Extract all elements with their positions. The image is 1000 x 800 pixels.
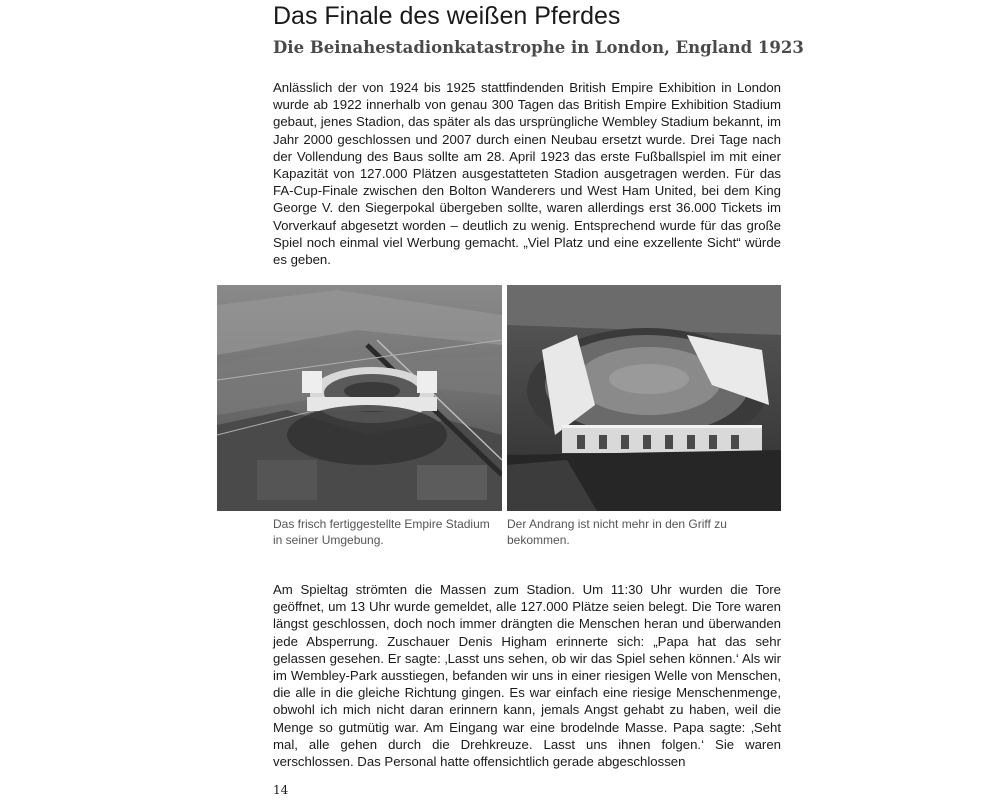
page-subtitle: Die Beinahestadionkatastrophe in London, England 1923 <box>273 38 804 57</box>
crowded-stadium-photo <box>507 285 781 511</box>
crowded-stadium-illustration <box>507 285 781 511</box>
figure-caption-right: Der Andrang ist nicht mehr in den Griff zu bekommen. <box>507 517 727 547</box>
body-paragraph-2: Am Spieltag strömten die Massen zum Stadion. Um 11:30 Uhr wurden die Tore geöffnet, um 13 Uhr wurde gemeldet, alle 127.000 Plätze seien belegt. Die Tore waren längst geschlossen, doch noch immer drängten die Menschen heran und überwanden jede Absperrung. Zuschauer Denis Higham erinnerte sich: „Papa hat das sehr gelassen gesehen. Er sagte: ‚Lasst uns sehen, ob wir das Spiel sehen können.‘ Als wir im Wembley-Park ausstiegen, befanden wir uns in einer riesigen Welle von Menschen, die alle in die gleiche Richtung gingen. Es war einfach eine riesige Menschenmenge, obwohl ich mich nicht daran erinnern kann, jemals Angst gehabt zu haben, weil die Menge so gutmütig war. Am Eingang war eine brodelnde Masse. Papa sagte: ‚Seht mal, alle gehen durch die Drehkreuze. Lasst uns ihnen folgen.‘ Sie waren verschlossen. Das Personal hatte offensichtlich gerade abgeschlossen <box>273 582 781 770</box>
aerial-stadium-photo <box>217 285 502 511</box>
page-number: 14 <box>273 783 289 797</box>
figure-caption-left: Das frisch fertiggestellte Empire Stadium in seiner Umgebung. <box>273 517 490 547</box>
body-paragraph-1: Anlässlich der von 1924 bis 1925 stattfindenden British Empire Exhibition in London wurde ab 1922 innerhalb von genau 300 Tagen das British Empire Exhibition Stadium gebaut, jenes Stadion, das später als das ursprüngliche Wembley Stadium bekannt, im Jahr 2000 geschlossen und 2007 durch einen Neubau ersetzt wurde. Drei Tage nach der Vollendung des Baus sollte am 28. April 1923 das erste Fußballspiel im mit einer Kapazität von 127.000 Plätzen ausgestatteten Stadion ausgetragen werden. Für das FA-Cup-Finale zwischen den Bolton Wanderers und West Ham United, bei dem King George V. den Siegerpokal übergeben sollte, waren allerdings erst 36.000 Tickets im Vorverkauf abgesetzt worden – deutlich zu wenig. Entsprechend wurde für das große Spiel noch einmal viel Werbung gemacht. „Viel Platz und eine exzellente Sicht“ würde es geben. <box>273 80 781 268</box>
aerial-stadium-illustration <box>217 285 502 511</box>
page-title: Das Finale des weißen Pferdes <box>273 2 621 30</box>
